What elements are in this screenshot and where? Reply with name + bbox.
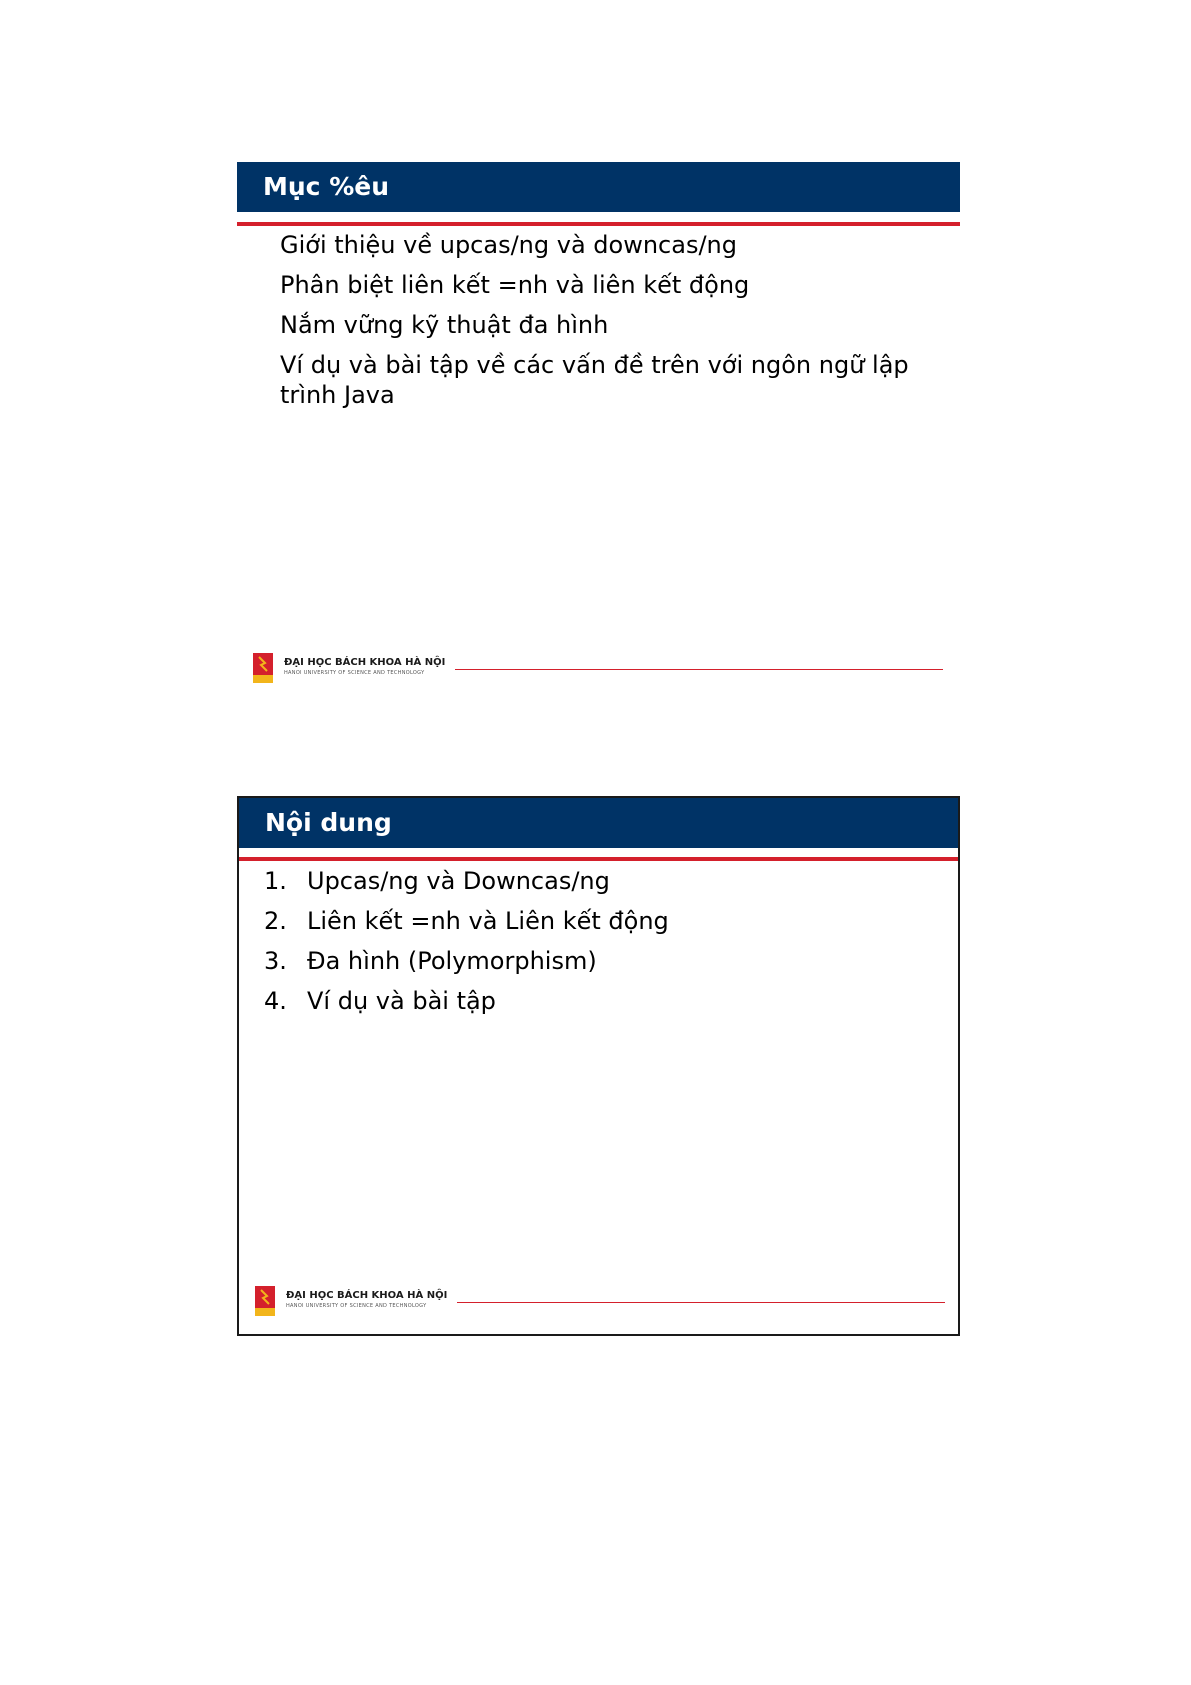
list-item xyxy=(264,906,924,936)
university-name-english: HANOI UNIVERSITY OF SCIENCE AND TECHNOLOGY xyxy=(284,670,425,676)
university-name-english: HANOI UNIVERSITY OF SCIENCE AND TECHNOLOGY xyxy=(286,1303,427,1309)
item-text: Ví dụ và bài tập xyxy=(307,987,496,1015)
slide-title: Nội dung xyxy=(239,798,958,848)
item-number: 1. xyxy=(264,867,287,895)
list-item: Phân biệt liên kết =nh và liên kết động xyxy=(280,271,750,299)
slide-footer xyxy=(255,1286,945,1322)
university-name: ĐẠI HỌC BÁCH KHOA HÀ NỘI xyxy=(284,657,446,668)
list-item: Giới thiệu về upcas/ng và downcas/ng xyxy=(280,231,737,259)
item-number: 3. xyxy=(264,947,287,975)
slide-objectives xyxy=(237,162,960,702)
item-text: Upcas/ng và Downcas/ng xyxy=(307,867,610,895)
list-item xyxy=(264,986,924,1016)
title-divider xyxy=(237,222,960,226)
list-item: Ví dụ và bài tập về các vấn đề trên với ngôn ngữ lập trình Java xyxy=(280,351,909,409)
list-item xyxy=(264,946,924,976)
university-logo-icon xyxy=(255,1286,275,1316)
contents-list xyxy=(264,866,924,1026)
objectives-list xyxy=(280,230,940,420)
footer-divider xyxy=(455,669,943,670)
item-number: 4. xyxy=(264,987,287,1015)
university-name: ĐẠI HỌC BÁCH KHOA HÀ NỘI xyxy=(286,1290,448,1301)
item-number: 2. xyxy=(264,907,287,935)
footer-divider xyxy=(457,1302,945,1303)
item-text: Liên kết =nh và Liên kết động xyxy=(307,907,669,935)
list-item: Nắm vững kỹ thuật đa hình xyxy=(280,311,609,339)
title-divider xyxy=(239,857,958,861)
item-text: Đa hình (Polymorphism) xyxy=(307,947,597,975)
slide-footer xyxy=(253,653,943,689)
university-logo-icon xyxy=(253,653,273,683)
slide-contents xyxy=(237,796,960,1336)
slide-title: Mục %êu xyxy=(237,162,960,212)
list-item xyxy=(264,866,924,896)
